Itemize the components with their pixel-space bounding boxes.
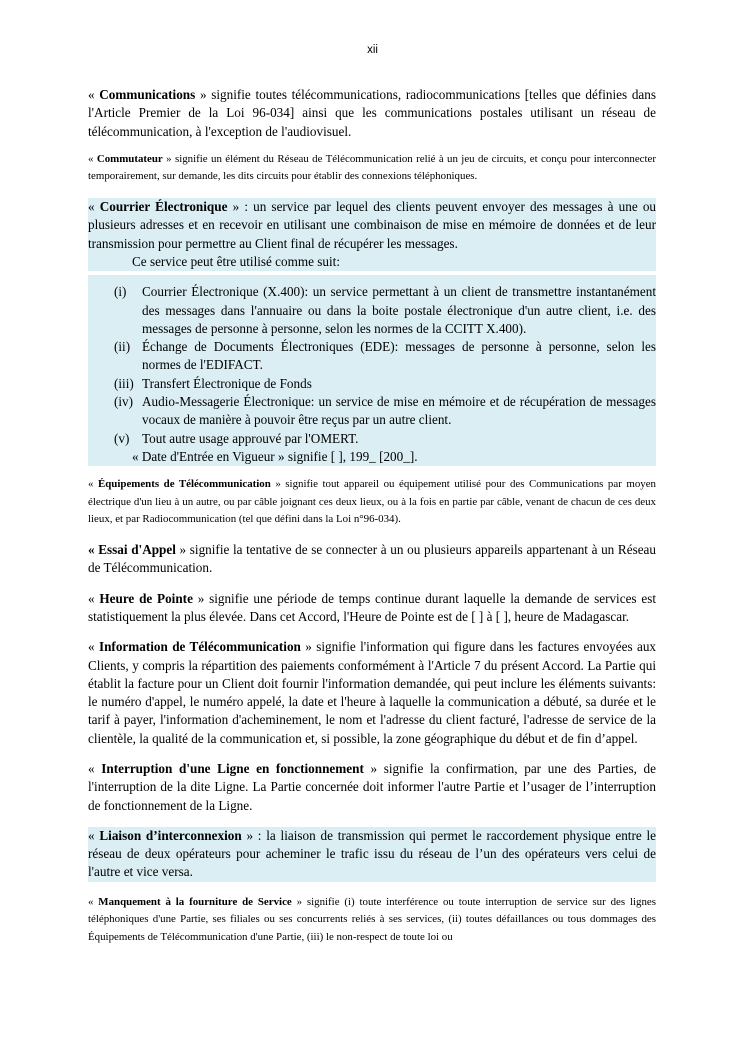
list-item: (iii) Transfert Électronique de Fonds [114, 375, 312, 391]
term: Communications [99, 87, 196, 102]
term: Liaison d’interconnexion [99, 827, 242, 843]
definition-essai-appel: « Essai d'Appel » signifie la tentative de se connecter à un ou plusieurs appareils appartenant à un Réseau de Télécommunication. [88, 542, 656, 576]
courrier-usage-list-block [88, 275, 656, 466]
courrier-electronique-block [88, 198, 656, 271]
term: Équipements de Télécommunication [97, 478, 271, 491]
courrier-usage-intro: Ce service peut être utilisé comme suit: [132, 253, 341, 269]
term: Interruption d'une Ligne en fonctionnement [101, 760, 364, 776]
definition-manquement-service: « Manquement à la fourniture de Service » signifie (i) toute interférence ou toute interruption de service sur des lignes téléphoniques d'une Partie, ses filiales ou ses concurrents reliés à ses services, (ii) toutes défaillances ou tous dommages des Équipements de Télécommunication d'une Partie, (iii) le non-respect de toute loi ou [88, 895, 656, 943]
term: Manquement à la fourniture de Service [98, 895, 292, 908]
courrier-usage-list [88, 283, 656, 448]
list-item: (i) Courrier Électronique (X.400): un service permettant à un client de transmettre instantanément des messages dans l'annuaire ou dans la boite postale électronique d'un autre client, i.e. des messages de personne à personne, selon les normes de la CCITT X.400). [114, 284, 656, 336]
definition-interruption-ligne: « Interruption d'une Ligne en fonctionnement » signifie la confirmation, par une des Parties, de l'interruption de la dite Ligne. La Partie concernée doit informer l'autre Partie et l’usager de l’interruption de fonctionnement de la Ligne. [88, 760, 656, 813]
definitions-content [88, 86, 656, 947]
term: Heure de Pointe [99, 590, 193, 606]
list-item: (ii) Échange de Documents Électroniques (EDE): messages de personne à personne, selon les normes de l'EDIFACT. [114, 339, 656, 373]
page-number: xii [367, 44, 378, 56]
term: Commutateur [96, 152, 163, 165]
term: Courrier Électronique [99, 199, 228, 215]
definition-information-telecommunication: « Information de Télécommunication » signifie l'information qui figure dans les factures envoyées aux Clients, y compris la répartition des paiements conformément à l'Article 7 du présent Accord. La Partie qui établit la facture pour un Client doit fournir l'information demandée, qui peut inclure les éléments suivants: le numéro d'appel, le numéro appelé, la date et l'heure à laquelle la communication a débuté, sa durée et le tarif à payer, l'information d'acheminement, le nom et l'adresse du client facturé, l'adresse de service de la clientèle, la qualité de la communication et, si possible, la zone géographique du début et de fin d’appel. [88, 639, 657, 746]
definition-equipements: « Équipements de Télécommunication » signifie tout appareil ou équipement utilisé pour des Communications par moyen électrique d'un lieu à un autre, ou par câble joignant ces deux lieux, ou à la fois en partie par câble, venant de chacun de ces deux lieux, et par Radiocommunication (tel que défini dans la Loi n°96-034). [88, 478, 657, 526]
list-item: (v) Tout autre usage approuvé par l'OMERT. [114, 430, 359, 446]
definition-commutateur: « Commutateur » signifie un élément du Réseau de Télécommunication relié à un jeu de circuits, et conçu pour interconnecter temporairement, sur demande, les dits circuits pour établir des connexions téléphoniques. [88, 152, 656, 183]
definition-communications: « Communications » signifie toutes télécommunications, radiocommunications [telles que définies dans l'Article Premier de la Loi 96-034] ainsi que les communications postales utilisant un réseau de télécommunication, à l'exception de l'audiovisuel. [88, 87, 657, 139]
definition-courrier-electronique: « Courrier Électronique » : un service par lequel des clients peuvent envoyer des messages à une ou plusieurs adresses et en recevoir en utilisant une combinaison de mise en mémoire de données et de leur transmission pour permettre au Client final de récupérer les messages. [88, 199, 657, 251]
term: « Essai d'Appel [88, 542, 176, 558]
list-item: (iv) Audio-Messagerie Électronique: un service de mise en mémoire et de récupération de messages vocaux de manière à pouvoir être reçus par un autre client. [114, 394, 656, 428]
definition-heure-de-pointe: « Heure de Pointe » signifie une période de temps continue durant laquelle la demande de services est statistiquement la plus élevée. Dans cet Accord, l'Heure de Pointe est de [ ] à [ ], heure de Madagascar. [88, 590, 656, 624]
definition-liaison-interconnexion: « Liaison d’interconnexion » : la liaison de transmission qui permet le raccordement physique entre le réseau de deux opérateurs pour acheminer le trafic issu du réseau de l’un des opérateurs vers celui de l'autre et vice versa. [88, 827, 656, 882]
term: Information de Télécommunication [98, 639, 301, 655]
date-entree-en-vigueur: « Date d'Entrée en Vigueur » signifie [ ], 199_ [200_]. [132, 448, 418, 464]
